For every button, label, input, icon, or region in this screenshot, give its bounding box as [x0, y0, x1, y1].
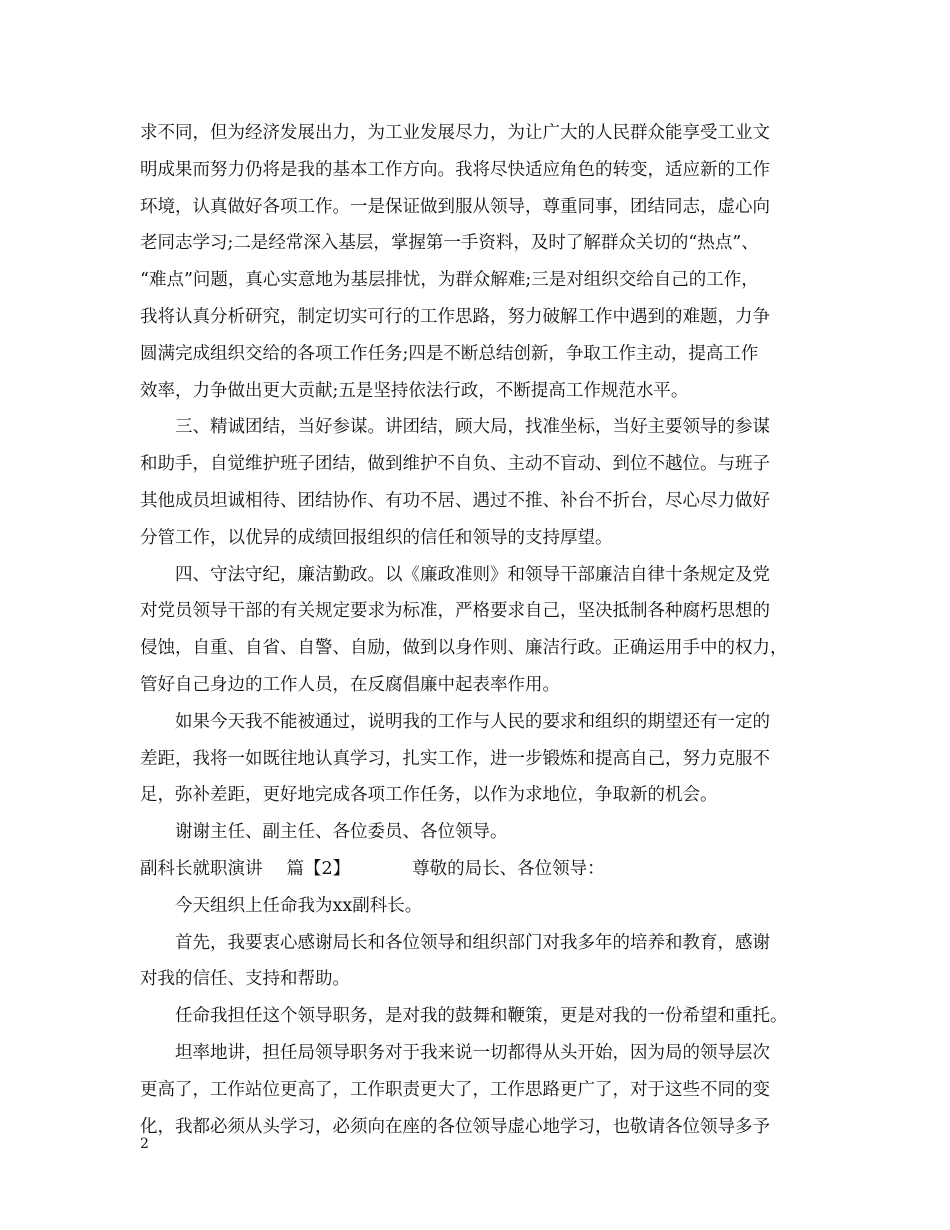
text-line: 明成果而努力仍将是我的基本工作方向。我将尽快适应角色的转变，适应新的工作 [140, 159, 770, 180]
paragraph-start-line: 谢谢主任、副主任、各位委员、各位领导。 [175, 822, 508, 843]
text-line: “难点”问题，真心实意地为基层排忧，为群众解难;三是对组织交给自己的工作， [140, 270, 759, 291]
section-title: 副科长就职演讲 [140, 858, 263, 879]
text-line: 分管工作，以优异的成绩回报组织的信任和领导的支持厚望。 [140, 527, 613, 548]
text-line: 侵蚀，自重、自省、自警、自励，做到以身作则、廉洁行政。正确运用手中的权力， [140, 638, 788, 659]
text-line: 足，弥补差距，更好地完成各项工作任务，以作为求地位，争取新的机会。 [140, 785, 718, 806]
text-line: 效率，力争做出更大贡献;五是坚持依法行政，不断提高工作规范水平。 [140, 380, 689, 401]
text-line: 求不同，但为经济发展出力，为工业发展尽力，为让广大的人民群众能享受工业文 [140, 123, 770, 143]
text-line: 对我的信任、支持和帮助。 [140, 969, 350, 990]
text-line: 管好自己身边的工作人员，在反腐倡廉中起表率作用。 [140, 674, 560, 695]
text-line: 差距，我将一如既往地认真学习，扎实工作，进一步锻炼和提高自己，努力克服不 [140, 748, 770, 769]
greeting-text: 尊敬的局长、各位领导： [412, 858, 605, 879]
text-line: 老同志学习;二是经常深入基层，掌握第一手资料，及时了解群众关切的“热点”、 [140, 233, 759, 254]
section-part-label: 篇【2】 [286, 858, 351, 879]
paragraph-start-line: 四、守法守纪，廉洁勤政。以《廉政准则》和领导干部廉洁自律十条规定及党 [175, 564, 770, 585]
section-heading-line [140, 851, 830, 888]
paragraph-start-line: 首先，我要衷心感谢局长和各位领导和组织部门对我多年的培养和教育，感谢 [175, 932, 770, 953]
text-line: 对党员领导干部的有关规定要求为标准，严格要求自己，坚决抵制各种腐朽思想的 [140, 601, 770, 622]
document-body [140, 115, 830, 1145]
page-number: 2 [140, 1136, 149, 1152]
text-line: 其他成员坦诚相待、团结协作、有功不居、遇过不推、补台不折台，尽心尽力做好 [140, 490, 770, 511]
paragraph-start-line: 今天组织上任命我为xx副科长。 [175, 895, 423, 916]
text-line: 化，我都必须从头学习，必须向在座的各位领导虚心地学习，也敬请各位领导多予 [140, 1116, 770, 1137]
paragraph-start-line: 任命我担任这个领导职务，是对我的鼓舞和鞭策，更是对我的一份希望和重托。 [175, 1006, 788, 1027]
text-line: 和助手，自觉维护班子团结，做到维护不自负、主动不盲动、到位不越位。与班子 [140, 454, 770, 475]
text-line: 我将认真分析研究，制定切实可行的工作思路，努力破解工作中遇到的难题，力争 [140, 306, 770, 327]
text-line: 环境，认真做好各项工作。一是保证做到服从领导，尊重同事，团结同志，虚心向 [140, 196, 770, 217]
text-line: 更高了，工作站位更高了，工作职责更大了，工作思路更广了，对于这些不同的变 [140, 1079, 770, 1100]
paragraph-start-line: 三、精诚团结，当好参谋。讲团结，顾大局，找准坐标，当好主要领导的参谋 [175, 417, 770, 438]
text-line: 圆满完成组织交给的各项工作任务;四是不断总结创新，争取工作主动，提高工作 [140, 343, 759, 364]
paragraph-start-line: 坦率地讲，担任局领导职务对于我来说一切都得从头开始，因为局的领导层次 [175, 1042, 770, 1063]
paragraph-start-line: 如果今天我不能被通过，说明我的工作与人民的要求和组织的期望还有一定的 [175, 711, 770, 732]
